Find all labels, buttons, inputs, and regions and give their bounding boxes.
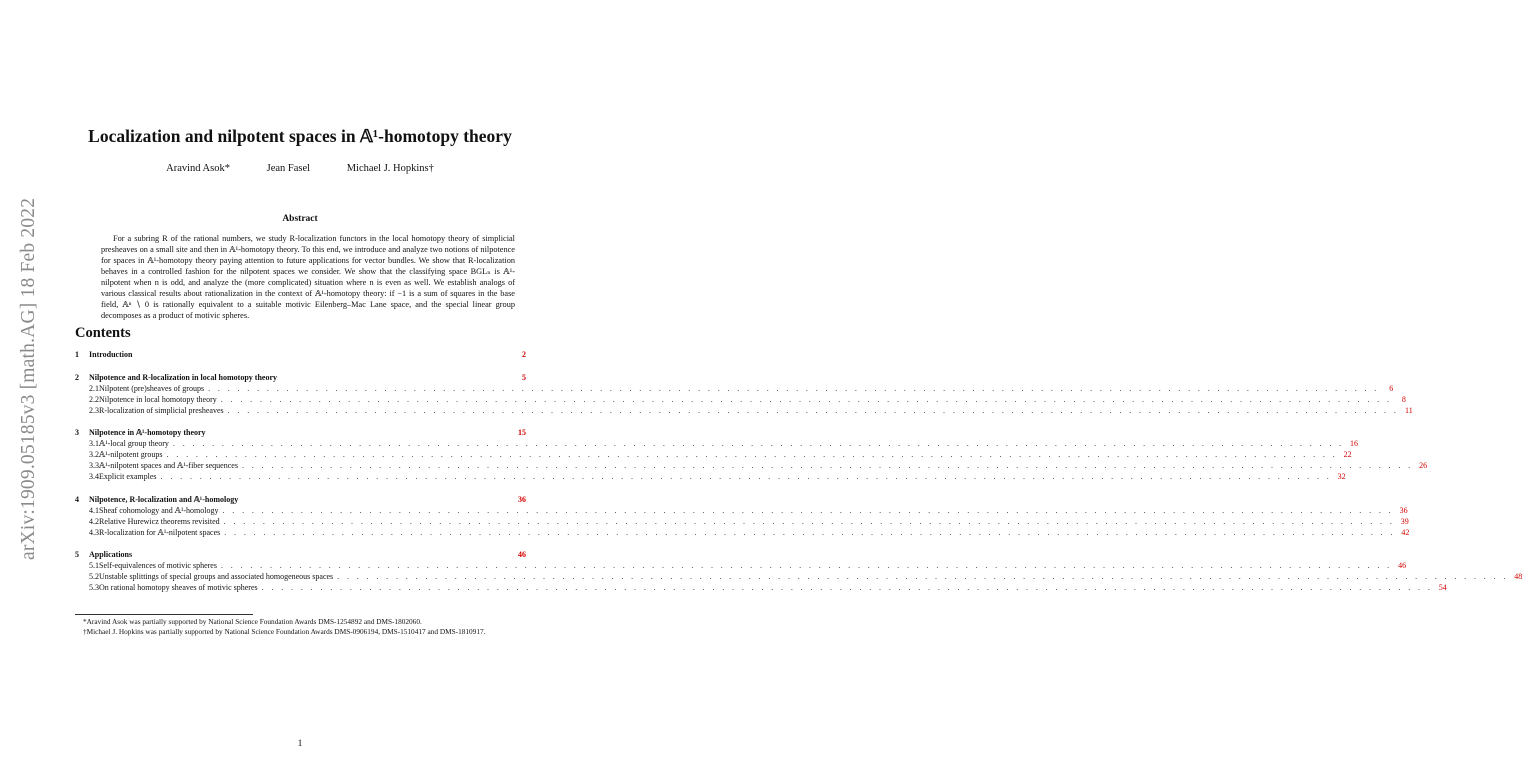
toc-subsection-title: Nilpotence in local homotopy theory [99,394,217,404]
toc-subsection-page-link[interactable]: 8 [1401,394,1406,404]
toc-section-number: 1 [75,350,79,359]
toc-subsection-number: 2.2 [89,394,99,404]
toc-leader-dots: . . . . . . . . . . . . . . . . . . . . . . . . . . . . . . . . . . . . . . . . . . . . . . . . . . . . . . . . . . . . . . . . . . . . . . . . . . . . . . . . . . . . . . . . . . . . . . . . . . . . . . . . . . . . . . . . . . . . . . . . [220,561,1393,570]
toc-subsection-title: Relative Hurewicz theorems revisited [99,516,220,526]
toc-subsection[interactable] [75,405,1413,416]
toc-subsection-title: Self-equivalences of motivic spheres [99,561,217,570]
toc-section-title: Nilpotence, R-localization and 𝔸¹-homology [89,494,239,504]
toc-section[interactable] [75,427,526,438]
toc-subsection-page-link[interactable]: 48 [1514,572,1522,581]
toc-subsection-page-link[interactable]: 42 [1401,527,1410,537]
toc-section-page-link[interactable]: 46 [518,550,526,559]
toc-subsection-number: 5.3 [89,583,99,592]
toc-section-page-link[interactable]: 5 [522,372,526,382]
footnote-asok: *Aravind Asok was partially supported by National Science Foundation Awards DMS-1254892 and DMS-1802060. [83,617,422,626]
toc-subsection-title: 𝔸¹-nilpotent groups [99,450,163,459]
toc-leader-dots: . . . . . . . . . . . . . . . . . . . . . . . . . . . . . . . . . . . . . . . . . . . . . . . . . . . . . . . . . . . . . . . . . . . . . . . . . . . . . . . . . . . . . . . . . . . . . . . . . . . . . . . . . . . . . . . . . . . . . . . . [220,394,1392,404]
toc-subsection-number: 4.2 [89,516,99,526]
toc-subsection-number: 3.2 [89,450,99,459]
author-list [0,163,600,174]
toc-subsection[interactable] [75,438,1359,449]
toc-subsection-title: R-localization for 𝔸¹-nilpotent spaces [99,527,221,537]
toc-section[interactable] [75,549,526,560]
toc-subsection[interactable] [75,571,1522,582]
contents-heading: Contents [75,325,131,341]
toc-subsection[interactable] [75,394,1406,405]
toc-section-number: 2 [75,372,79,382]
toc-section[interactable] [75,372,526,383]
toc-subsection-title: On rational homotopy sheaves of motivic spheres [99,583,258,592]
toc-subsection-number: 4.1 [89,505,99,515]
toc-subsection-title: Explicit examples [99,472,157,481]
toc-subsection-title: Nilpotent (pre)sheaves of groups [99,383,205,393]
toc-subsection-page-link[interactable]: 16 [1350,439,1359,448]
toc-leader-dots: . . . . . . . . . . . . . . . . . . . . . . . . . . . . . . . . . . . . . . . . . . . . . . . . . . . . . . . . . . . . . . . . . . . . . . . . . . . . . . . . . . . . . . . . . . . . . . . . . . . . . . . . . . . . . . . . . . . . . . . . [224,527,1396,537]
toc-section-page-link[interactable]: 36 [518,494,526,504]
toc-subsection-number: 2.1 [89,383,99,393]
toc-leader-dots: . . . . . . . . . . . . . . . . . . . . . . . . . . . . . . . . . . . . . . . . . . . . . . . . . . . . . . . . . . . . . . . . . . . . . . . . . . . . . . . . . . . . . . . . . . . . . . . . . . . . . . . . . . . . . . . . . . . . . . . . [166,450,1338,459]
toc-subsection-page-link[interactable]: 39 [1400,516,1409,526]
toc-subsection-title: R-localization of simplicial presheaves [99,405,224,415]
abstract-text: For a subring R of the rational numbers, we study R-localization functors in the local homotopy theory of simplicial presheaves on a small site and then in 𝔸¹-homotopy theory. To this end, we introduce and analyze two notions of nilpotence for spaces in 𝔸¹-homotopy theory paying attention to future applications for vector bundles. We show that R-localization behaves in a controlled fashion for the nilpotent spaces we consider. We show that the classifying space BGLₙ is 𝔸¹-nilpotent when n is odd, and analyze the (more complicated) situation where n is even as well. We establish analogs of various classical results about rationalization in the context of 𝔸¹-homotopy theory: if −1 is a sum of squares in the base field, 𝔸ⁿ ∖ 0 is rationally equivalent to a suitable motivic Eilenberg–Mac Lane space, and the special linear group decomposes as a product of motivic spheres. [101,234,515,321]
toc-subsection-number: 5.1 [89,561,99,570]
toc-subsection-page-link[interactable]: 46 [1398,561,1407,570]
toc-subsection-page-link[interactable]: 54 [1438,583,1447,592]
toc-subsection[interactable] [75,383,1394,394]
toc-subsection-number: 3.1 [89,439,99,448]
toc-subsection-number: 4.3 [89,527,99,537]
toc-subsection-page-link[interactable]: 36 [1399,505,1408,515]
toc-subsection-title: 𝔸¹-local group theory [99,439,169,448]
toc-subsection[interactable] [75,449,1352,460]
toc-subsection[interactable] [75,560,1407,571]
table-of-contents [75,349,1522,593]
toc-subsection-page-link[interactable]: 22 [1343,450,1352,459]
toc-section-number: 3 [75,428,79,437]
toc-section-number: 4 [75,494,79,504]
toc-subsection[interactable] [75,527,1410,538]
toc-section-title: Introduction [89,350,133,359]
abstract-heading: Abstract [282,214,318,224]
toc-leader-dots: . . . . . . . . . . . . . . . . . . . . . . . . . . . . . . . . . . . . . . . . . . . . . . . . . . . . . . . . . . . . . . . . . . . . . . . . . . . . . . . . . . . . . . . . . . . . . . . . . . . . . . . . . . . . . . . . . . . . . . . . [337,572,1509,581]
toc-subsection-number: 2.3 [89,405,99,415]
toc-subsection[interactable] [75,460,1428,471]
toc-leader-dots: . . . . . . . . . . . . . . . . . . . . . . . . . . . . . . . . . . . . . . . . . . . . . . . . . . . . . . . . . . . . . . . . . . . . . . . . . . . . . . . . . . . . . . . . . . . . . . . . . . . . . . . . . . . . . . . . . . . . . . . . [208,383,1380,393]
toc-section-title: Nilpotence and R-localization in local homotopy theory [89,372,277,382]
toc-section-title: Applications [89,550,133,559]
toc-section[interactable] [75,349,526,360]
toc-leader-dots: . . . . . . . . . . . . . . . . . . . . . . . . . . . . . . . . . . . . . . . . . . . . . . . . . . . . . . . . . . . . . . . . . . . . . . . . . . . . . . . . . . . . . . . . . . . . . . . . . . . . . . . . . . . . . . . . . . . . . . . . [241,461,1414,470]
toc-leader-dots: . . . . . . . . . . . . . . . . . . . . . . . . . . . . . . . . . . . . . . . . . . . . . . . . . . . . . . . . . . . . . . . . . . . . . . . . . . . . . . . . . . . . . . . . . . . . . . . . . . . . . . . . . . . . . . . . . . . . . . . . [160,472,1332,481]
toc-subsection[interactable] [75,516,1409,527]
footnotes [75,617,526,637]
toc-leader-dots: . . . . . . . . . . . . . . . . . . . . . . . . . . . . . . . . . . . . . . . . . . . . . . . . . . . . . . . . . . . . . . . . . . . . . . . . . . . . . . . . . . . . . . . . . . . . . . . . . . . . . . . . . . . . . . . . . . . . . . . . [261,583,1433,592]
toc-section[interactable] [75,494,526,505]
toc-subsection-number: 3.4 [89,472,99,481]
toc-section-page-link[interactable]: 2 [522,350,526,359]
author-fasel: Jean Fasel [266,163,311,174]
toc-leader-dots: . . . . . . . . . . . . . . . . . . . . . . . . . . . . . . . . . . . . . . . . . . . . . . . . . . . . . . . . . . . . . . . . . . . . . . . . . . . . . . . . . . . . . . . . . . . . . . . . . . . . . . . . . . . . . . . . . . . . . . . . [227,405,1399,415]
page-number: 1 [297,739,303,749]
toc-subsection-title: 𝔸¹-nilpotent spaces and 𝔸¹-fiber sequences [99,461,238,470]
toc-subsection-title: Unstable splittings of special groups and associated homogeneous spaces [99,572,334,581]
toc-leader-dots: . . . . . . . . . . . . . . . . . . . . . . . . . . . . . . . . . . . . . . . . . . . . . . . . . . . . . . . . . . . . . . . . . . . . . . . . . . . . . . . . . . . . . . . . . . . . . . . . . . . . . . . . . . . . . . . . . . . . . . . . [172,439,1345,448]
toc-subsection-page-link[interactable]: 11 [1405,405,1413,415]
toc-leader-dots: . . . . . . . . . . . . . . . . . . . . . . . . . . . . . . . . . . . . . . . . . . . . . . . . . . . . . . . . . . . . . . . . . . . . . . . . . . . . . . . . . . . . . . . . . . . . . . . . . . . . . . . . . . . . . . . . . . . . . . . . [223,516,1395,526]
author-asok: Aravind Asok* [166,163,230,174]
toc-subsection-page-link[interactable]: 26 [1419,461,1428,470]
toc-subsection-page-link[interactable]: 32 [1337,472,1346,481]
toc-subsection-number: 3.3 [89,461,99,470]
toc-section-title: Nilpotence in 𝔸¹-homotopy theory [89,428,206,437]
footnote-rule [75,614,253,615]
toc-leader-dots: . . . . . . . . . . . . . . . . . . . . . . . . . . . . . . . . . . . . . . . . . . . . . . . . . . . . . . . . . . . . . . . . . . . . . . . . . . . . . . . . . . . . . . . . . . . . . . . . . . . . . . . . . . . . . . . . . . . . . . . . [222,505,1394,515]
paper-title: Localization and nilpotent spaces in 𝔸¹-homotopy theory [88,126,512,146]
arxiv-identifier: arXiv:1909.05185v3 [math.AG] 18 Feb 2022 [18,197,39,560]
author-hopkins: Michael J. Hopkins† [346,163,434,174]
toc-section-number: 5 [75,550,79,559]
toc-subsection[interactable] [75,471,1346,482]
toc-subsection[interactable] [75,582,1447,593]
toc-subsection-page-link[interactable]: 6 [1389,383,1394,393]
toc-subsection[interactable] [75,505,1408,516]
toc-subsection-number: 5.2 [89,572,99,581]
footnote-hopkins: †Michael J. Hopkins was partially supported by National Science Foundation Awards DMS-0906194, DMS-1510417 and DMS-1810917. [83,626,486,636]
toc-subsection-title: Sheaf cohomology and 𝔸¹-homology [99,505,219,515]
toc-section-page-link[interactable]: 15 [518,428,526,437]
